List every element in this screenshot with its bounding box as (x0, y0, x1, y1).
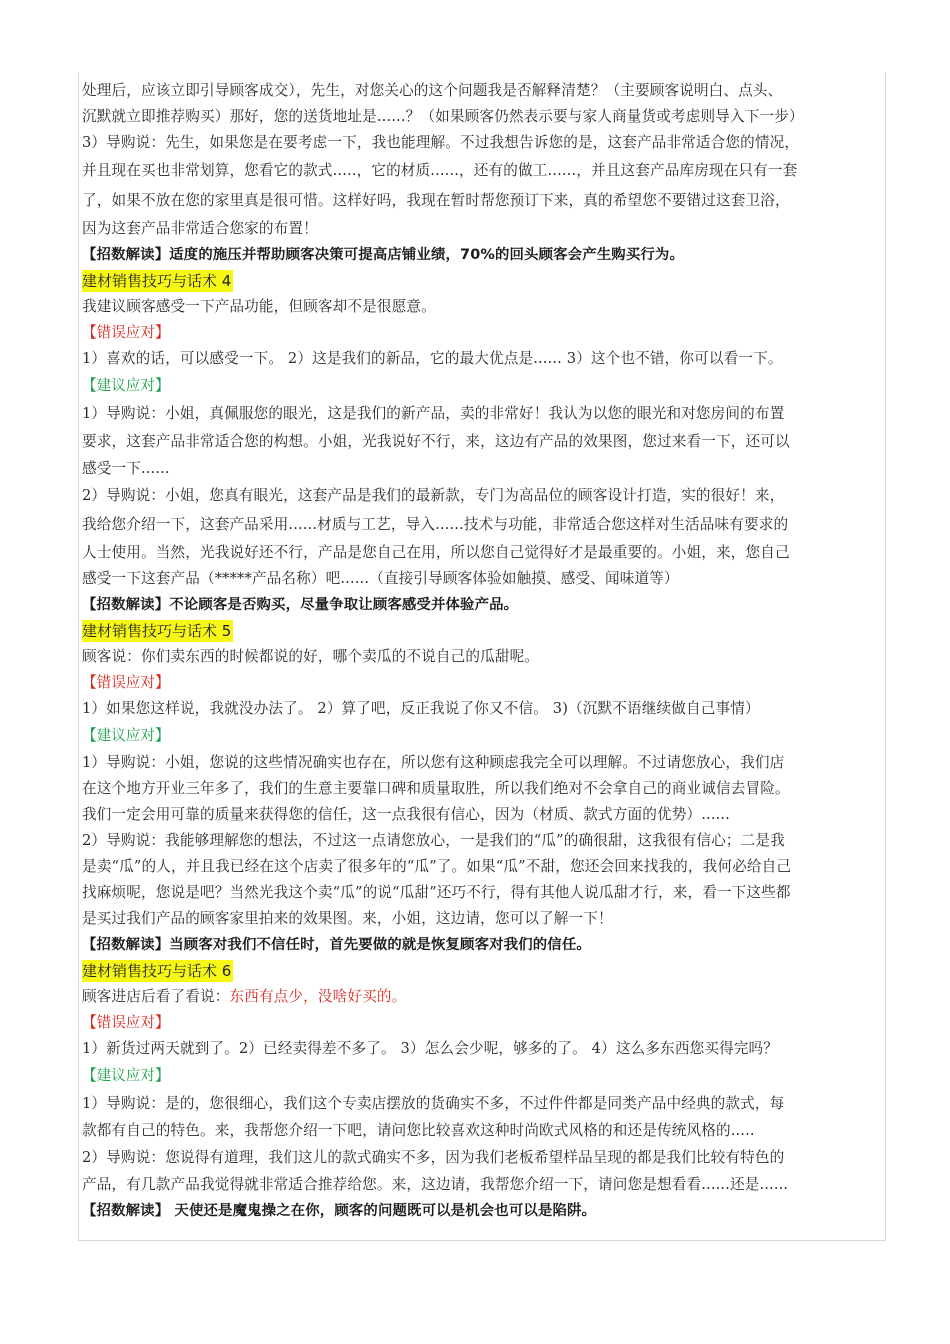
suggested-response-label: 【建议应对】 (82, 727, 170, 744)
wrong-response-label: 【错误应对】 (82, 674, 170, 691)
text-line: 并且现在买也非常划算，您看它的款式.....，它的材质......，还有的做工......，并且这套产品库房现在只有一套 (82, 162, 798, 179)
advice-line: 找麻烦呢，您说是吧？当然光我这个卖“瓜”的说“瓜甜”还巧不行，得有其他人说瓜甜才行，来，看一下这些都 (82, 884, 791, 901)
scenario-text (82, 984, 888, 1010)
advice-line: 1）导购说：小姐，您说的这些情况确实也存在，所以您有这种顾虑我完全可以理解。不过请您放心，我们店 (82, 754, 785, 771)
section-6 (82, 958, 888, 1224)
scenario-text: 顾客说：你们卖东西的时候都说的好，哪个卖瓜的不说自己的瓜甜呢。 (82, 648, 540, 665)
advice-line: 人士使用。当然，光我说好还不行，产品是您自己在用，所以您自己觉得好才是最重要的。小姐，来，您自己 (82, 544, 790, 561)
text-line: 3）导购说：先生，如果您是在要考虑一下，我也能理解。不过我想告诉您的是，这套产品非常适合您的情况， (82, 134, 800, 151)
section-title: 建材销售技巧与话术 6 (82, 962, 232, 980)
tip-line: 【招数解读】 天使还是魔鬼操之在你，顾客的问题既可以是机会也可以是陷阱。 (82, 1203, 597, 1219)
advice-line: 要求，这套产品非常适合您的构想。小姐，光我说好不行，来，这边有产品的效果图，您过来看一下，还可以 (82, 433, 790, 450)
suggested-response-label: 【建议应对】 (82, 377, 170, 394)
advice-line: 产品，有几款产品我觉得就非常适合推荐给您。来，这边请，我帮您介绍一下，请问您是想看看......还是...... (82, 1176, 789, 1193)
tip-line: 【招数解读】当顾客对我们不信任时，首先要做的就是恢复顾客对我们的信任。 (82, 937, 591, 953)
section-title: 建材销售技巧与话术 5 (82, 622, 232, 640)
section-4 (82, 268, 888, 618)
advice-line: 我们一定会用可靠的质量来获得您的信任，这一点我很有信心，因为（材质、款式方面的优势）...... (82, 806, 730, 823)
text-line: 沉默就立即推荐购买）那好，您的送货地址是......？（如果顾客仍然表示要与家人商量货或考虑则导入下一步） (82, 108, 804, 125)
advice-line: 1）导购说：小姐，真佩服您的眼光，这是我们的新产品，卖的非常好！我认为以您的眼光和对您房间的布置 (82, 405, 785, 422)
tip-line: 【招数解读】不论顾客是否购买，尽量争取让顾客感受并体验产品。 (82, 597, 519, 613)
wrong-response-label: 【错误应对】 (82, 324, 170, 341)
document-body (82, 78, 888, 1224)
advice-line: 我给您介绍一下，这套产品采用......材质与工艺，导入......技术与功能，非常适合您这样对生活品味有要求的 (82, 516, 789, 533)
text-line: 因为这套产品非常适合您家的布置！ (82, 220, 318, 237)
scenario-text: 我建议顾客感受一下产品功能，但顾客却不是很愿意。 (82, 298, 436, 315)
section-title: 建材销售技巧与话术 4 (82, 272, 232, 290)
scenario-prefix: 顾客进店后看了看说： (82, 988, 230, 1005)
advice-line: 2）导购说：您说得有道理，我们这儿的款式确实不多，因为我们老板希望样品呈现的都是我们比较有特色的 (82, 1149, 785, 1166)
advice-line: 是买过我们产品的顾客家里拍来的效果图。来，小姐，这边请，您可以了解一下！ (82, 910, 613, 927)
advice-line: 2）导购说：小姐，您真有眼光，这套产品是我们的最新款，专门为高品位的顾客设计打造，实的很好！来， (82, 487, 785, 504)
advice-line: 1）导购说：是的，您很细心，我们这个专卖店摆放的货确实不多，不过件件都是同类产品中经典的款式，每 (82, 1095, 785, 1112)
tip-line: 【招数解读】适度的施压并帮助顾客决策可提高店铺业绩，70%的回头顾客会产生购买行为。 (82, 247, 684, 263)
text-line: 处理后，应该立即引导顾客成交），先生，对您关心的这个问题我是否解释清楚？（主要顾客说明白、点头、 (82, 82, 783, 99)
wrong-response-text: 1）如果您这样说，我就没办法了。 2）算了吧，反正我说了你又不信。 3)（沉默不语继续做自己事情） (82, 700, 760, 717)
text-line: 了，如果不放在您的家里真是很可惜。这样好吗，我现在暂时帮您预订下来，真的希望您不要错过这套卫浴， (82, 192, 790, 209)
section-5 (82, 618, 888, 958)
advice-line: 是卖“瓜”的人，并且我已经在这个店卖了很多年的“瓜”了。如果“瓜”不甜，您还会回来找我的，我何必给自己 (82, 858, 792, 875)
top-paragraph (82, 78, 888, 242)
advice-line: 款都有自己的特色。来，我帮您介绍一下吧，请问您比较喜欢这种时尚欧式风格的和还是传统风格的..... (82, 1122, 755, 1139)
advice-line: 2）导购说：我能够理解您的想法，不过这一点请您放心，一是我们的“瓜”的确很甜，这我很有信心；二是我 (82, 832, 785, 849)
advice-line: 感受一下...... (82, 460, 170, 477)
suggested-response-label: 【建议应对】 (82, 1067, 170, 1084)
wrong-response-label: 【错误应对】 (82, 1014, 170, 1031)
advice-line: 在这个地方开业三年多了，我们的生意主要靠口碑和质量取胜，所以我们绝对不会拿自己的商业诚信去冒险。 (82, 780, 790, 797)
advice-line: 感受一下这套产品（*****产品名称）吧......（直接引导顾客体验如触摸、感受、闻味道等） (82, 570, 679, 587)
customer-quote: 东西有点少，没啥好买的。 (229, 988, 407, 1005)
wrong-response-text: 1）新货过两天就到了。2）已经卖得差不多了。 3）怎么会少呢，够多的了。 4）这么多东西您买得完吗？ (82, 1040, 779, 1057)
wrong-response-text: 1）喜欢的话，可以感受一下。 2）这是我们的新品，它的最大优点是...... 3）这个也不错，你可以看一下。 (82, 350, 783, 367)
